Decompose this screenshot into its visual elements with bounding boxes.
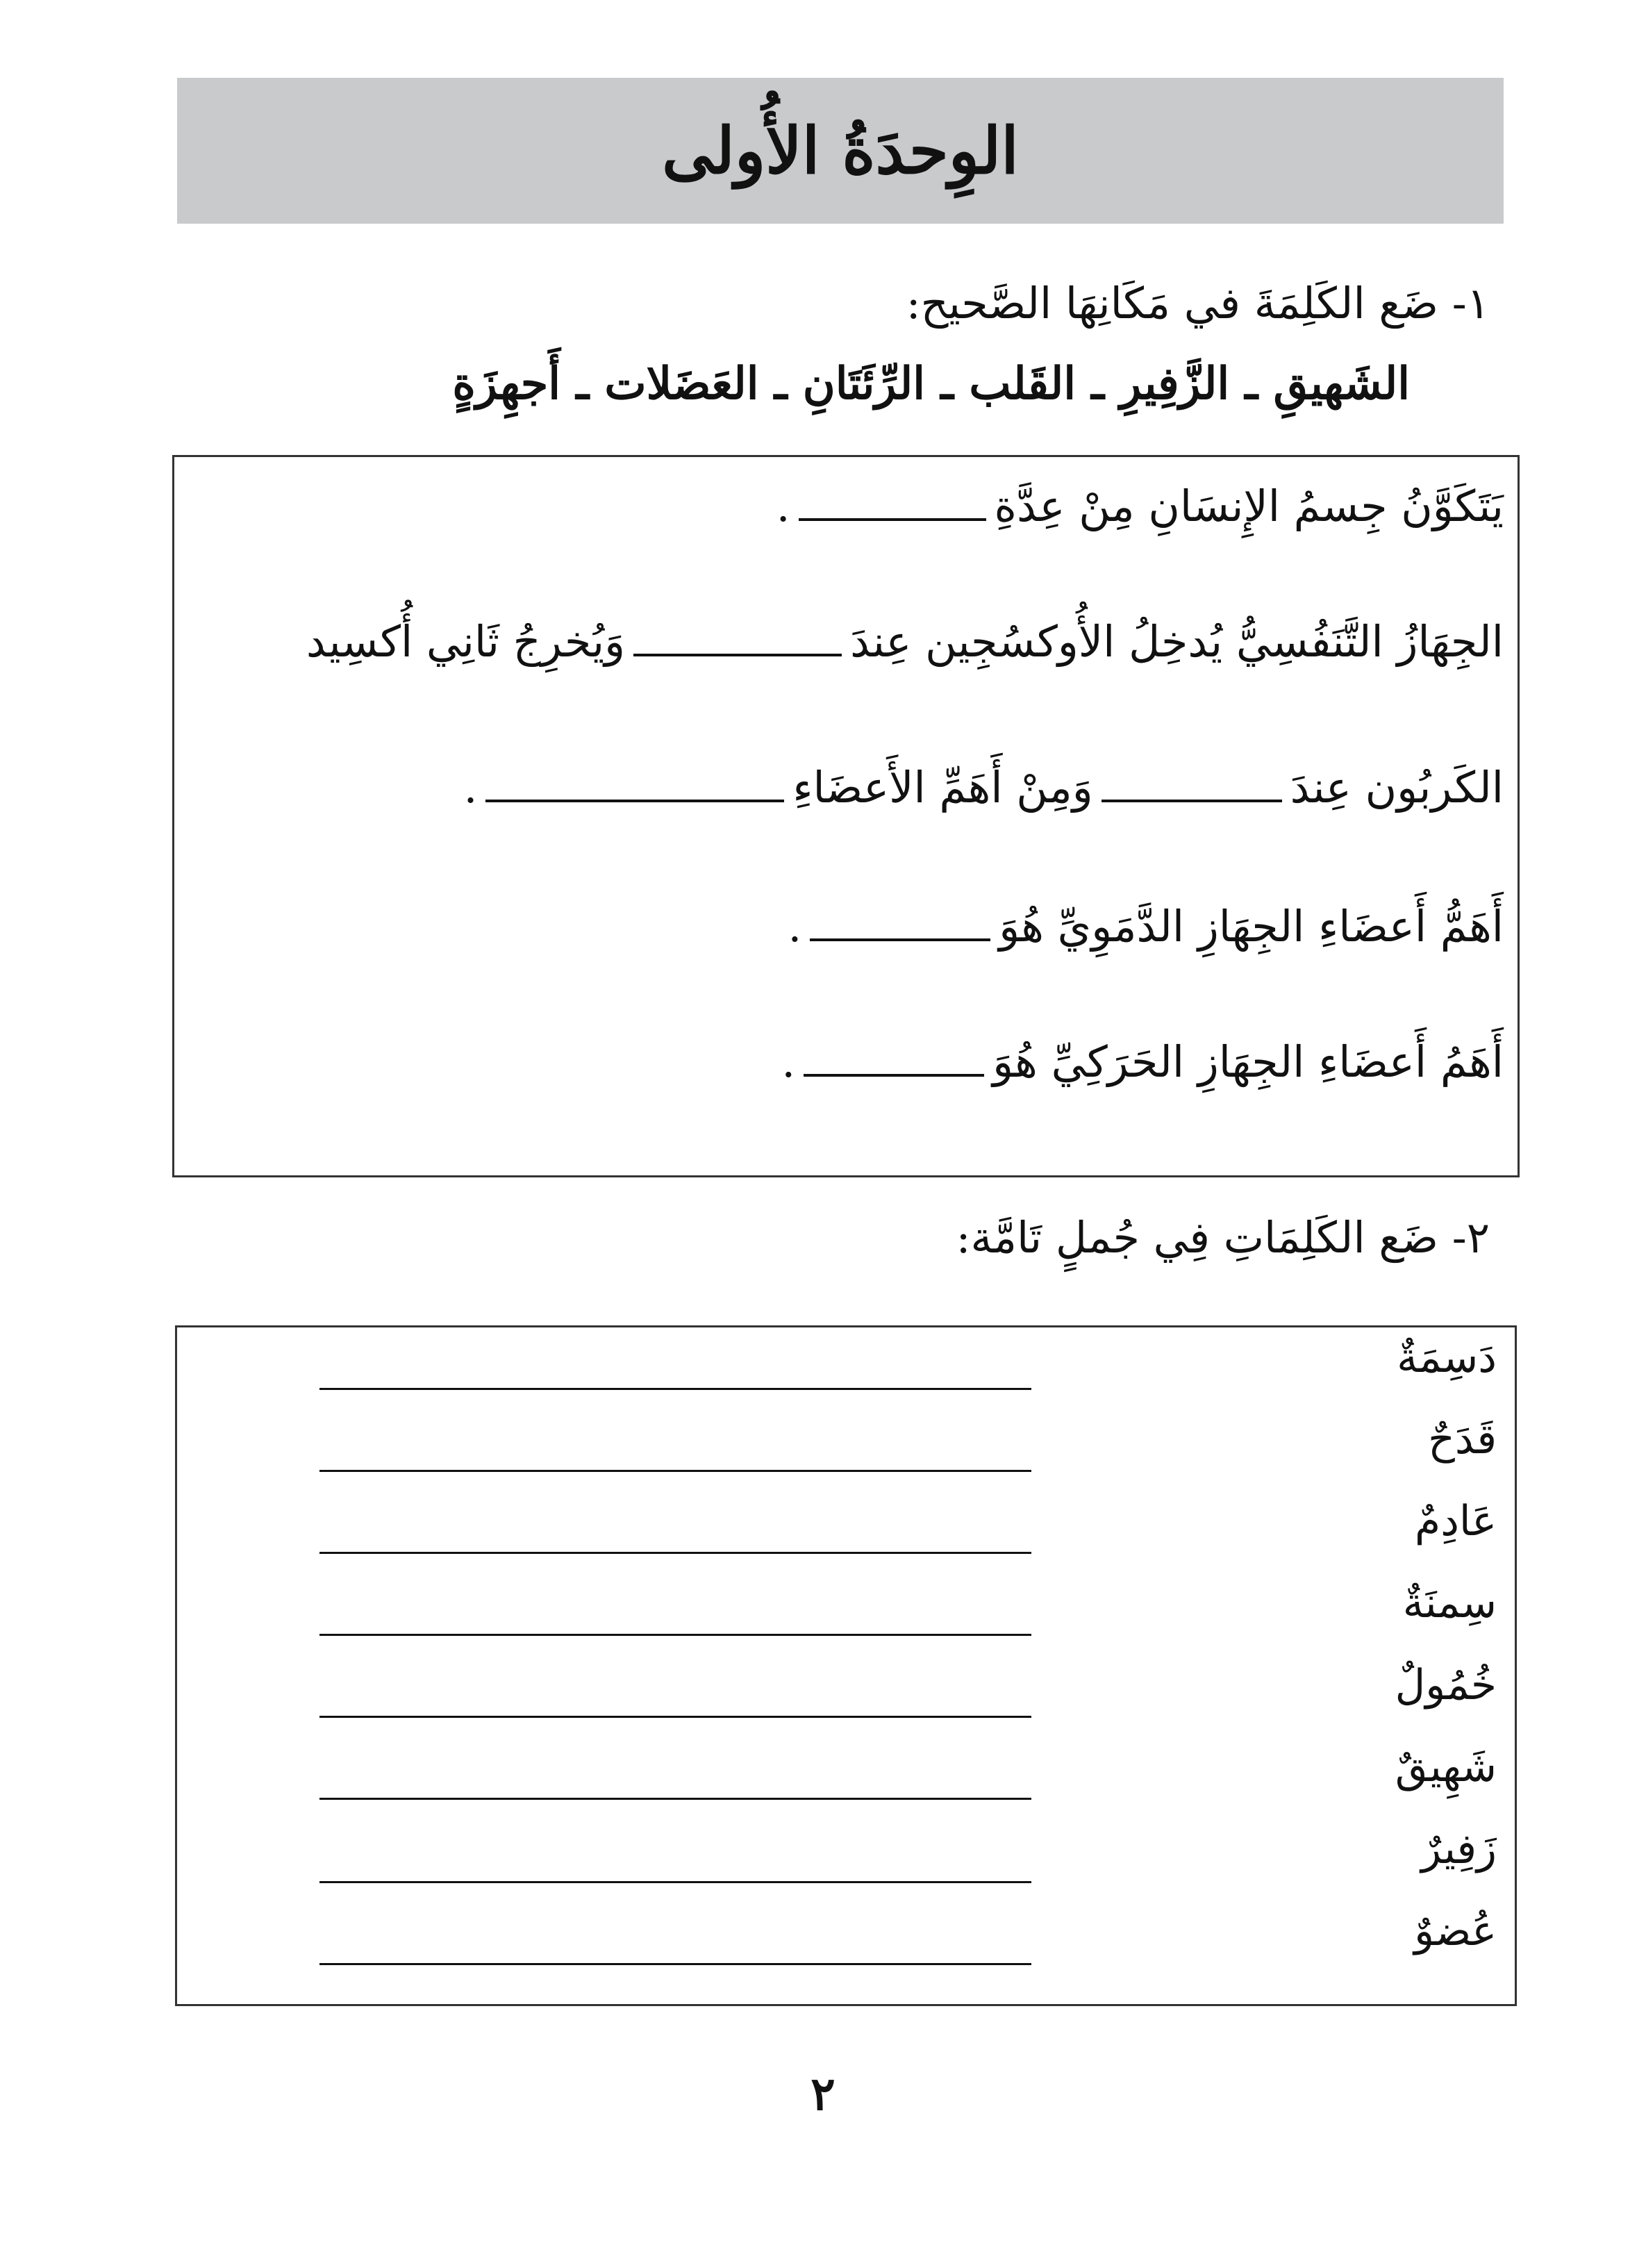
unit-title-banner [177,78,1504,224]
blank-3[interactable] [1102,761,1282,802]
answer-line[interactable] [319,1716,1031,1718]
blank-4[interactable] [485,761,784,802]
vocab-word: قَدَحٌ [1428,1415,1497,1464]
vocab-word: عَادِمٌ [1415,1497,1497,1546]
sentence-4 [788,900,1504,952]
vocab-word: عُضوٌ [1414,1907,1497,1955]
answer-line[interactable] [319,1388,1031,1390]
blank-5[interactable] [810,900,990,941]
sentence-4-end: . [788,900,802,952]
answer-line[interactable] [319,1552,1031,1554]
exercise2-heading: ٢- ضَع الكَلِمَاتِ فِي جُملٍ تَامَّة: [956,1212,1490,1263]
sentence-2 [306,615,1504,667]
unit-title: الوِحدَةُ الأُولى [662,113,1019,188]
sentence-5-text: أَهَمُ أَعضَاءِ الجِهَازِ الحَرَكِيِّ هُوَ [992,1036,1504,1087]
answer-line[interactable] [319,1798,1031,1800]
sentence-5-end: . [781,1036,796,1087]
sentence-3-text: الكَربُون عِندَ [1290,761,1504,813]
sentence-2-continuation: وَيُخرِجُ ثَانِي أُكسِيد [306,615,626,667]
sentence-1-text: يَتَكَوَّنُ جِسمُ الإِنسَانِ مِنْ عِدَّةِ [994,480,1504,531]
sentence-4-text: أَهَمُّ أَعضَاءِ الجِهَازِ الدَّمَوِيِّ هُوَ [999,900,1504,952]
answer-line[interactable] [319,1881,1031,1883]
exercise2-box [175,1325,1517,2006]
blank-1[interactable] [799,479,986,521]
vocab-word: زَفِيرٌ [1421,1825,1497,1873]
sentence-2-text: الجِهَازُ التَّنَفُسِيُّ يُدخِلُ الأُوكسُجِين عِندَ [850,615,1504,667]
blank-2[interactable] [633,615,842,656]
sentence-3-end: . [463,761,478,813]
sentence-1 [776,479,1504,531]
sentence-3 [463,761,1504,813]
answer-line[interactable] [319,1963,1031,1965]
vocab-word: سِمنَةٌ [1402,1579,1497,1628]
sentence-1-end: . [776,480,790,531]
sentence-3-middle: وَمِنْ أَهَمِّ الأَعضَاءِ [792,761,1093,813]
vocab-word: شَهِيقٌ [1395,1743,1497,1791]
vocab-word: خُمُولٌ [1395,1661,1497,1710]
blank-6[interactable] [804,1035,984,1077]
answer-line[interactable] [319,1470,1031,1472]
vocab-word: دَسِمَةٌ [1397,1334,1497,1382]
page-number: ٢ [810,2067,836,2121]
word-bank: الشَهيقِ ـ الزَّفِيرِ ـ القَلب ـ الرِّئَتَانِ ـ العَضَلات ـ أَجهِزَةٍ [452,358,1410,410]
exercise1-heading: ١- ضَع الكَلِمَةَ في مَكَانِهَا الصَّحيح: [906,278,1490,329]
sentence-5 [781,1035,1504,1087]
answer-line[interactable] [319,1634,1031,1636]
